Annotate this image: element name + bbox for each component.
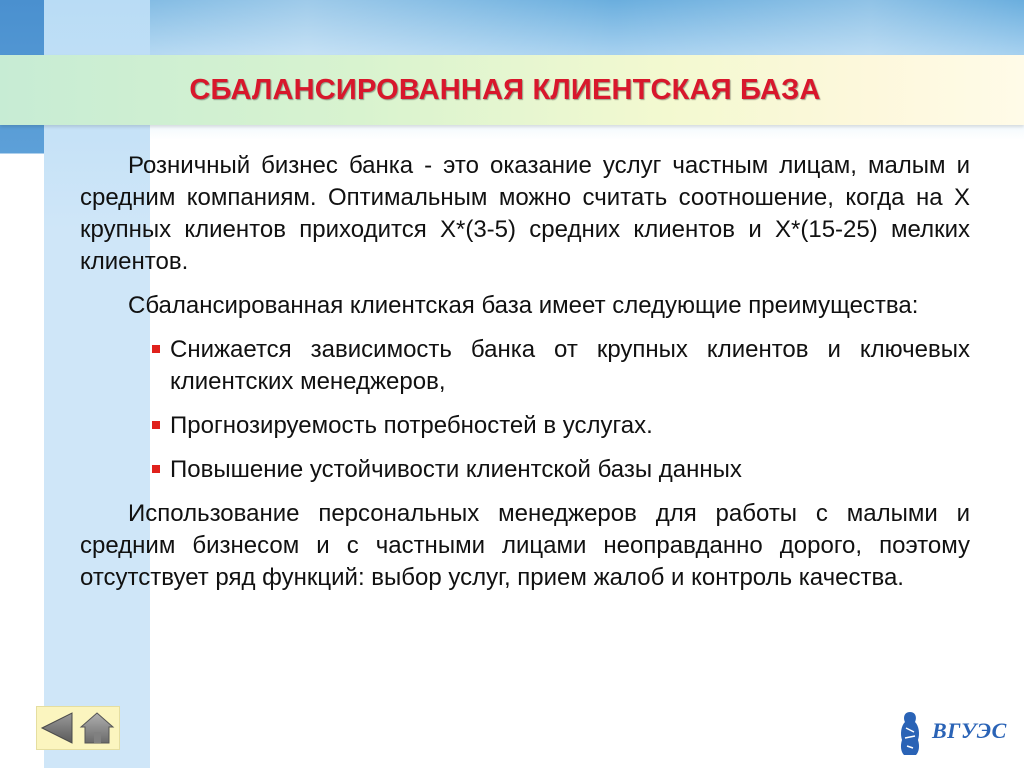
advantages-list [150,334,970,486]
list-item [150,334,970,398]
logo-text: ВГУЭС [932,718,1007,743]
paragraph-advantages: Сбалансированная клиентская база имеет следующие преимущества: [128,292,919,319]
list-item [150,410,970,442]
bullet-square-icon [152,345,160,353]
header-glow [0,0,1024,60]
paragraph-closing: Использование персональных менеджеров для работы с малыми и средним бизнесом и с частными лицами неоправданно дорого, поэтому отсутствует ряд функций: выбор услуг, прием жалоб и контроль качества. [80,500,970,591]
paragraph-intro: Розничный бизнес банка - это оказание услуг частным лицам, малым и средним компаниям. Оптимальным можно считать соотношение, когда на Х крупных клиентов приходится Х*(3-5) средних клиентов и Х*(15-25) мелких клиентов. [80,152,970,275]
list-item-text: Снижается зависимость банка от крупных клиентов и ключевых клиентских менеджеров, [170,336,970,395]
bullet-square-icon [152,421,160,429]
list-item [150,454,970,486]
slide-title: СБАЛАНСИРОВАННАЯ КЛИЕНТСКАЯ БАЗА [189,73,821,106]
home-icon [78,710,116,746]
list-item-text: Повышение устойчивости клиентской базы данных [170,456,742,483]
home-button[interactable] [78,710,116,746]
slide-content [80,150,970,606]
back-button[interactable] [38,710,76,746]
bullet-square-icon [152,465,160,473]
statue-emblem-icon [892,708,928,758]
list-item-text: Прогнозируемость потребностей в услугах. [170,412,653,439]
triangle-left-icon [38,710,76,746]
